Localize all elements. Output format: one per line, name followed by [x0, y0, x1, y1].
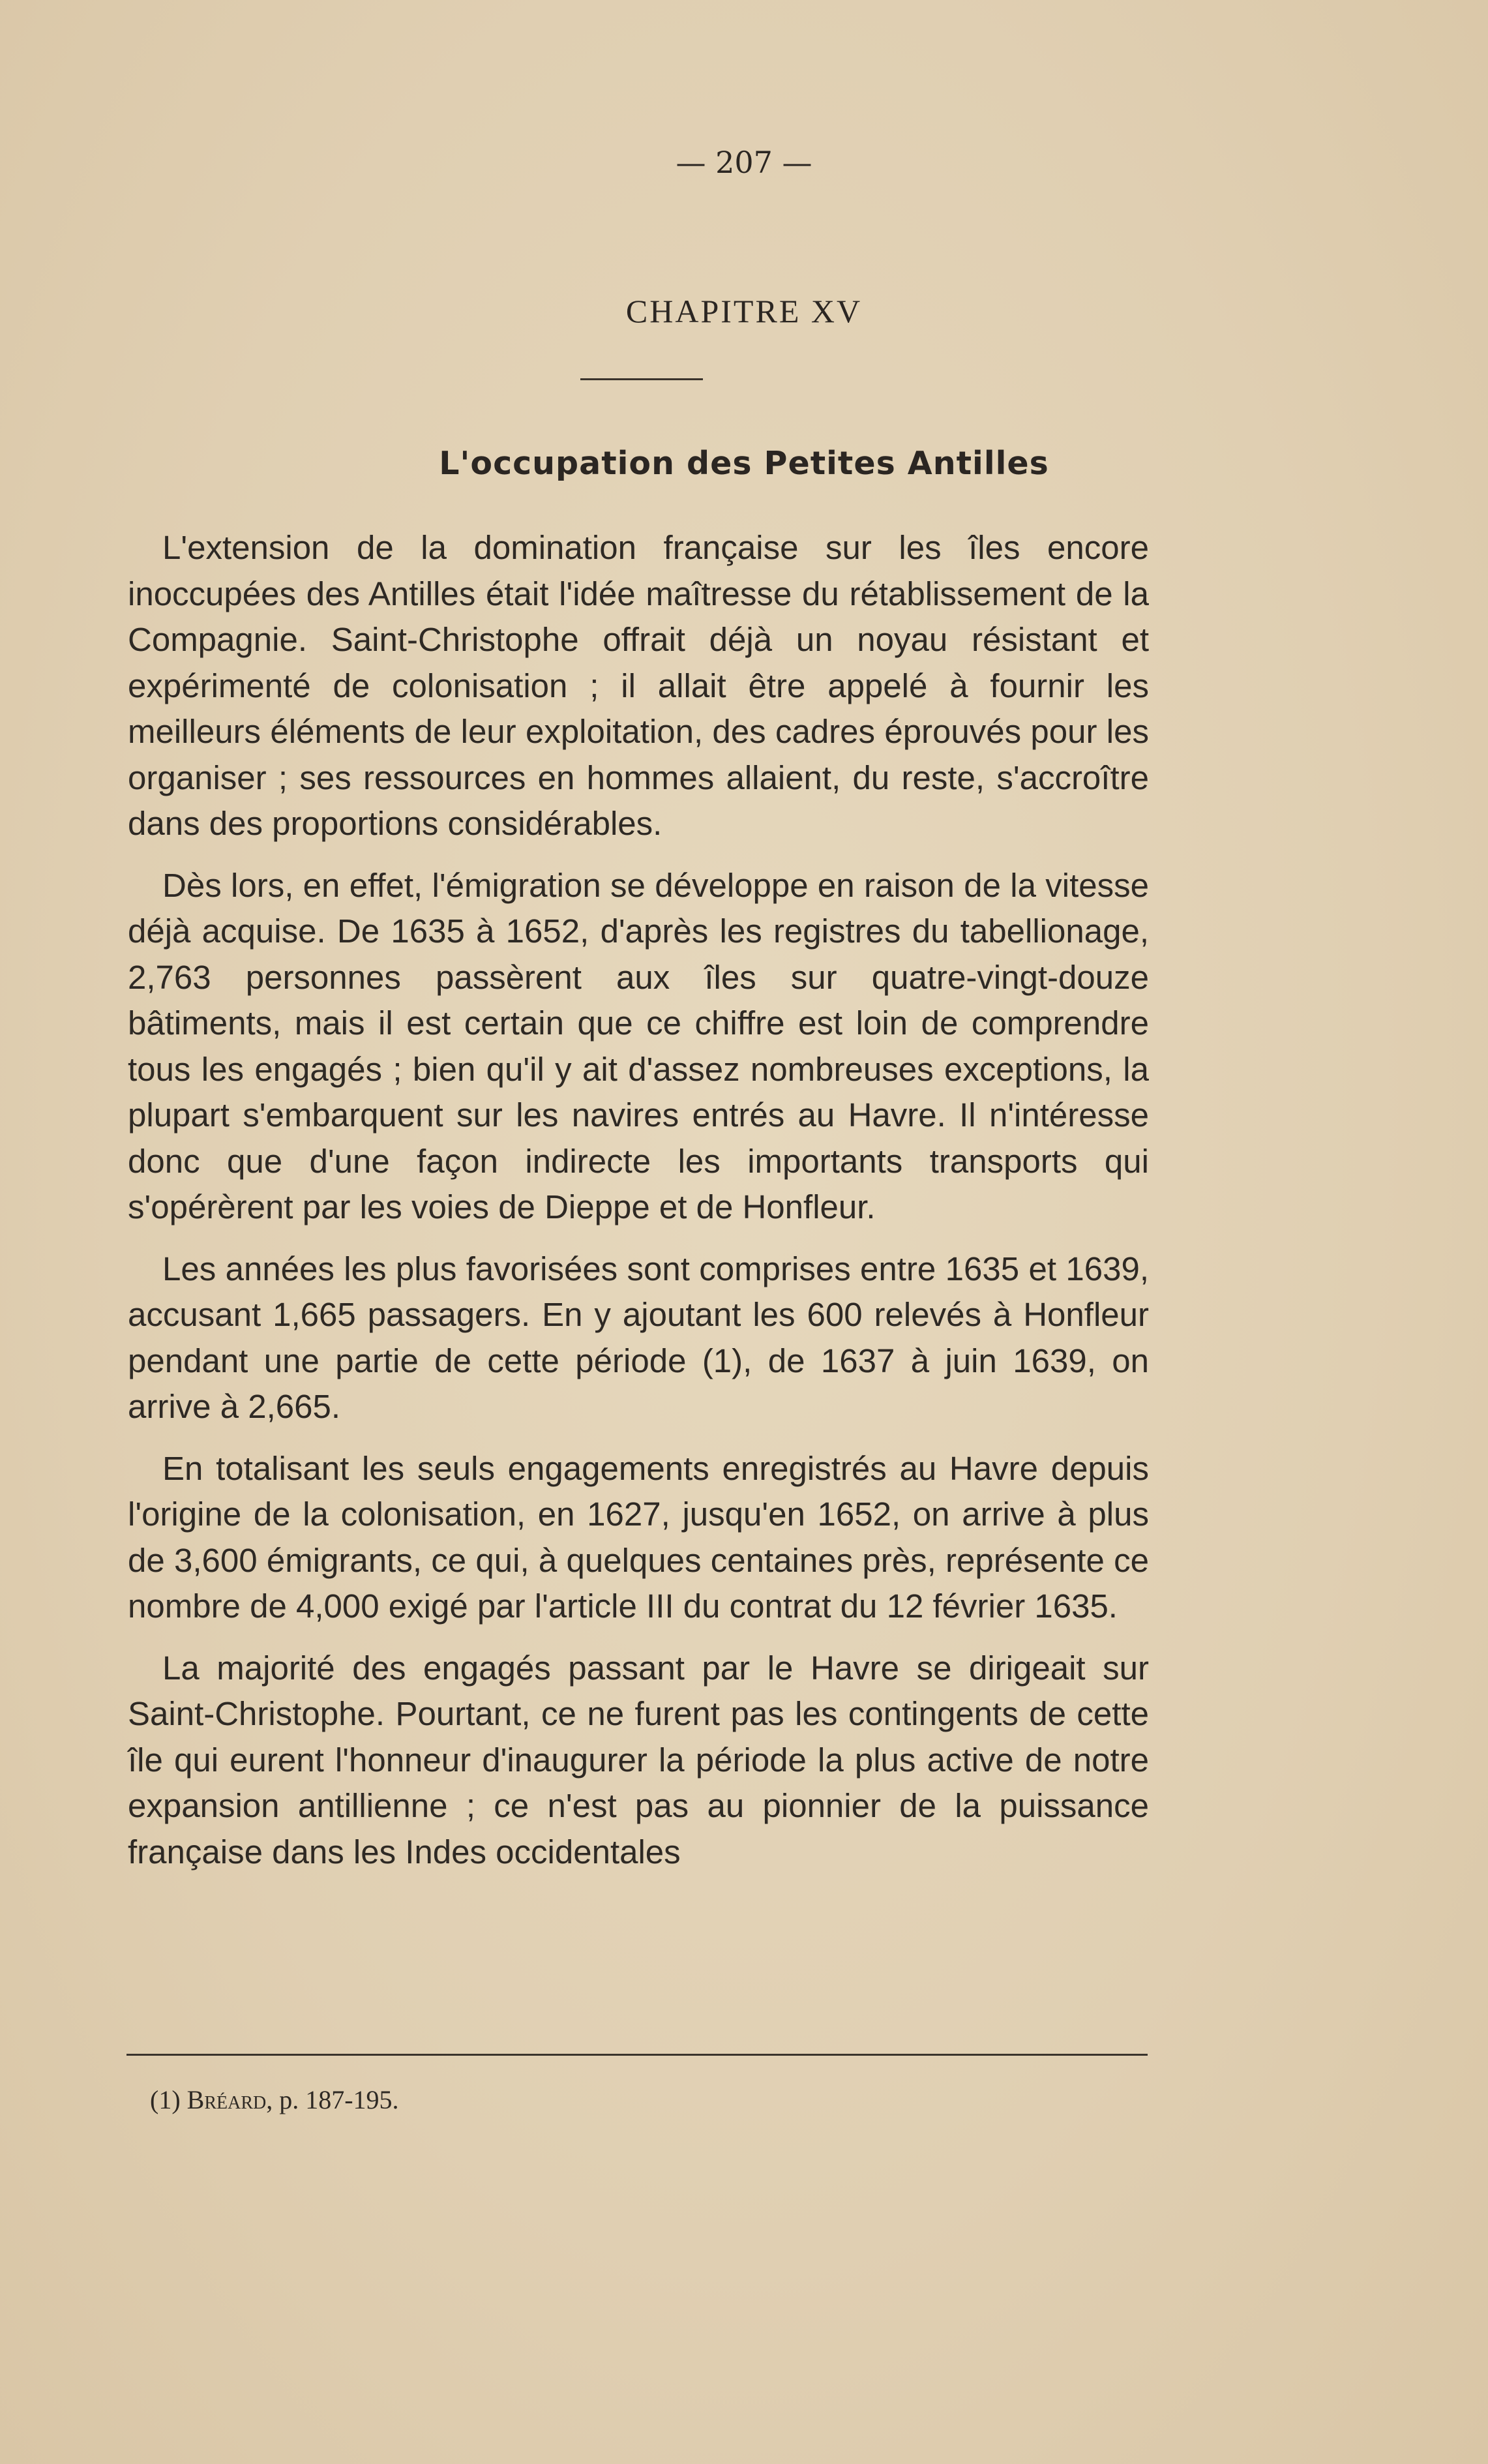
chapter-heading: CHAPITRE XV	[625, 293, 863, 329]
footnote	[150, 2084, 399, 2115]
chapter-divider	[580, 378, 703, 380]
body-text	[128, 525, 1149, 1891]
paragraph: En totalisant les seuls engagements enregistrés au Havre depuis l'origine de la colonisation, en 1627, jusqu'en 1652, on arrive à plus de 3,600 émigrants, ce qui, à quelques centaines près, représente ce nombre de 4,000 exigé par l'article III du contrat du 12 février 1635.	[128, 1449, 1149, 1625]
paragraph: L'extension de la domination française sur les îles encore inoccupées des Antilles était l'idée maîtresse du rétablissement de la Compagnie. Saint-Christophe offrait déjà un noyau résistant et expérimenté de colonisation ; il allait être appelé à fournir les meilleurs éléments de leur exploitation, des cadres éprouvés pour les organiser ; ses ressources en hommes allaient, du reste, s'accroître dans des proportions considérables.	[128, 529, 1149, 842]
paragraph: Les années les plus favorisées sont comprises entre 1635 et 1639, accusant 1,665 passagers. En y ajoutant les 600 relevés à Honfleur pendant une partie de cette période (1), de 1637 à juin 1639, on arrive à 2,665.	[128, 1250, 1149, 1425]
footnote-divider	[126, 2054, 1148, 2056]
paragraph: La majorité des engagés passant par le Havre se dirigeait sur Saint-Christophe. Pourtant, ce ne furent pas les contingents de cette île qui eurent l'honneur d'inaugurer la période la plus active de notre expansion antillienne ; ce n'est pas au pionnier de la puissance française dans les Indes occidentales	[128, 1649, 1149, 1871]
chapter-title: L'occupation des Petites Antilles	[439, 445, 1049, 482]
paragraph: Dès lors, en effet, l'émigration se développe en raison de la vitesse déjà acquise. De 1635 à 1652, d'après les registres du tabellionage, 2,763 personnes passèrent aux îles sur quatre-vingt-douze bâtiments, mais il est certain que ce chiffre est loin de comprendre tous les engagés ; bien qu'il y ait d'assez nombreuses exceptions, la plupart s'embarquent sur les navires entrés au Havre. Il n'intéresse donc que d'une façon indirecte les importants transports qui s'opérèrent par les voies de Dieppe et de Honfleur.	[128, 866, 1149, 1225]
footnote-marker: (1)	[150, 2085, 181, 2114]
page-number: — 207 —	[676, 145, 812, 180]
footnote-reference: , p. 187-195.	[266, 2085, 399, 2114]
footnote-author: Bréard	[186, 2085, 267, 2114]
